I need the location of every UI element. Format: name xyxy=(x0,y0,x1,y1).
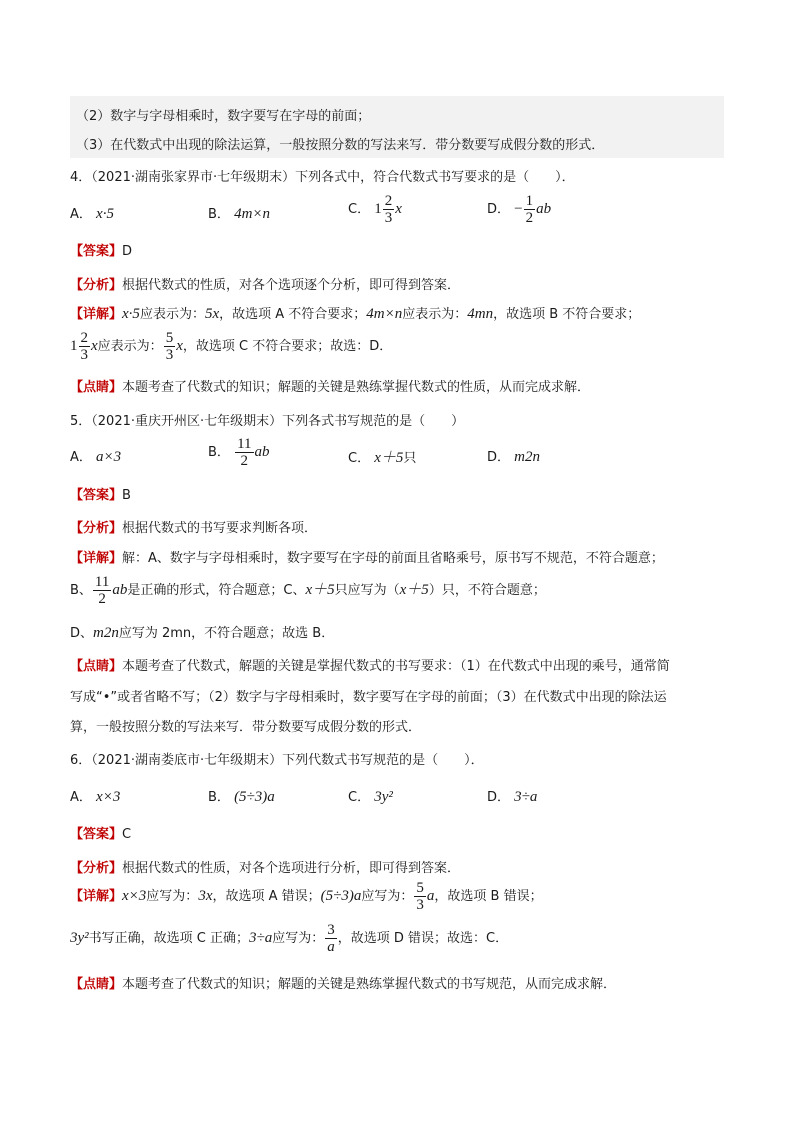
q4-option-c xyxy=(348,193,402,226)
q5-analysis-tag: 【分析】 xyxy=(70,521,123,536)
q5-answer-value: B xyxy=(122,488,131,503)
q5-option-a xyxy=(70,446,121,466)
q6-option-d-letter: D． xyxy=(487,790,511,805)
q4-option-c-var: x xyxy=(395,201,402,217)
q5-detail-text: 只应写为（ xyxy=(334,583,400,598)
q4-option-a-expr: x·5 xyxy=(96,206,114,222)
q5-detail-expr: m2n xyxy=(93,625,119,641)
q6-detail-den: a xyxy=(327,939,335,955)
q6-analysis xyxy=(70,857,460,876)
q4-detail-fraction xyxy=(79,330,91,363)
q4-option-d-num: 1 xyxy=(525,193,534,209)
q5-detail-line-2 xyxy=(70,574,546,607)
q5-option-b-letter: B． xyxy=(208,445,230,460)
q6-option-d xyxy=(487,786,537,806)
q5-option-c-letter: C． xyxy=(348,451,371,466)
q4-option-b-letter: B． xyxy=(208,207,230,222)
q4-detail-den: 3 xyxy=(165,347,174,363)
q5-option-c-expr: x＋5 xyxy=(374,450,404,466)
q5-comment-tag: 【点睛】 xyxy=(70,659,123,674)
q5-detail-expr: x＋5 xyxy=(305,582,335,598)
q4-option-b-expr: 4m×n xyxy=(234,206,271,222)
q5-detail-text: B、 xyxy=(70,583,92,598)
q4-detail-den: 3 xyxy=(80,347,88,363)
q4-option-a xyxy=(70,203,114,223)
q5-detail-text: 应写为 2mn，不符合题意；故选 B． xyxy=(118,626,335,641)
q6-detail-expr: 3÷a xyxy=(249,930,273,946)
q4-detail-text: ，故选项 C 不符合要求；故选：D． xyxy=(182,339,393,354)
q4-detail-expr: 5x xyxy=(204,306,220,322)
q5-detail-line-3 xyxy=(70,622,334,642)
q4-option-c-letter: C． xyxy=(348,202,371,217)
q5-answer xyxy=(70,484,131,503)
q6-answer xyxy=(70,823,131,842)
q5-detail-tag: 【详解】 xyxy=(70,551,123,566)
q4-option-b xyxy=(208,203,270,223)
q6-detail-text: 应写为： xyxy=(146,889,199,904)
q5-comment-line-1 xyxy=(70,655,670,674)
q4-option-d-fraction xyxy=(524,193,536,226)
q6-option-c-letter: C． xyxy=(348,790,371,805)
q5-option-c-suffix: 只 xyxy=(403,451,417,466)
q4-analysis-text: 根据代数式的性质，对各个选项逐个分析，即可得到答案． xyxy=(122,278,461,293)
q4-answer-value: D xyxy=(122,244,133,259)
q4-analysis-tag: 【分析】 xyxy=(70,278,123,293)
q6-detail-text: 应写为： xyxy=(272,931,325,946)
q6-detail-line-2 xyxy=(70,922,508,955)
q4-option-c-num: 2 xyxy=(384,193,393,209)
q5-option-d-letter: D． xyxy=(487,450,511,465)
q4-option-a-letter: A． xyxy=(70,207,92,222)
q6-detail-den: 3 xyxy=(416,897,424,913)
q6-option-c-expr: 3y² xyxy=(374,789,393,805)
q4-detail-text: ，故选项 B 不符合要求； xyxy=(493,307,641,322)
q5-detail-expr: x＋5 xyxy=(399,582,429,598)
q6-stem: 6．（2021·湖南娄底市·七年级期末）下列代数式书写规范的是（ ）． xyxy=(70,753,484,768)
q6-comment-text: 本题考查了代数式的知识；解题的关键是熟练掌握代数式的书写规范，从而完成求解． xyxy=(122,977,617,992)
q6-detail-text: 书写正确，故选项 C 正确； xyxy=(88,931,249,946)
intro-rule-3: （3）在代数式中出现的除法运算，一般按照分数的写法来写．带分数要写成假分数的形式． xyxy=(76,138,605,153)
q5-comment-line-2: 写成“•”或者省略不写；（2）数字与字母相乘时，数字要写在字母的前面；（3）在代数式中出现的除法运 xyxy=(70,690,667,705)
q6-option-a-letter: A． xyxy=(70,790,92,805)
q4-comment xyxy=(70,376,590,395)
q6-detail-expr: 3x xyxy=(198,888,213,904)
q5-option-b-fraction xyxy=(235,436,253,469)
q4-option-d-den: 2 xyxy=(525,210,534,226)
q5-option-a-expr: a×3 xyxy=(96,449,122,465)
q5-analysis xyxy=(70,517,317,536)
q4-detail-text: 应表示为： xyxy=(402,307,468,322)
q6-detail-expr: 3y² xyxy=(70,930,89,946)
q5-option-d xyxy=(487,446,540,466)
q4-detail-expr: 4m×n xyxy=(366,306,403,322)
q5-detail-text: D、 xyxy=(70,626,94,641)
q5-detail-fraction xyxy=(93,574,111,607)
q5-option-b-var: ab xyxy=(254,444,270,460)
q5-detail-text: 解：A、数字与字母相乘时，数字要写在字母的前面且省略乘号，原书写不规范，不符合题意； xyxy=(122,551,664,566)
q6-option-c xyxy=(348,786,393,806)
q6-option-b xyxy=(208,786,275,806)
q5-option-b xyxy=(208,436,270,469)
q6-detail-text: ，故选项 B 错误； xyxy=(434,889,543,904)
q4-option-c-den: 3 xyxy=(384,210,393,226)
q6-option-b-letter: B． xyxy=(208,790,230,805)
q5-detail-text: 是正确的形式，符合题意；C、 xyxy=(127,583,306,598)
q5-comment-text: 本题考查了代数式，解题的关键是掌握代数式的书写要求：（1）在代数式中出现的乘号，通常简 xyxy=(122,659,670,674)
q4-detail-var: x xyxy=(176,338,183,354)
q6-detail-line-1 xyxy=(70,880,543,913)
q5-detail-line-1 xyxy=(70,547,664,566)
q5-detail-num: 11 xyxy=(94,574,110,590)
q5-answer-tag: 【答案】 xyxy=(70,488,123,503)
q5-option-a-letter: A． xyxy=(70,450,92,465)
q6-option-d-expr: 3÷a xyxy=(514,789,538,805)
q5-detail-den: 2 xyxy=(98,591,106,607)
q6-option-b-expr: (5÷3)a xyxy=(234,789,275,805)
q4-answer-tag: 【答案】 xyxy=(70,244,123,259)
q4-option-c-fraction xyxy=(383,193,395,226)
q6-detail-expr: x×3 xyxy=(122,888,147,904)
q6-option-a xyxy=(70,786,120,806)
q5-option-c xyxy=(348,446,416,467)
q4-option-d-letter: D． xyxy=(487,202,511,217)
q6-detail-fraction-2 xyxy=(325,922,337,955)
q6-option-a-expr: x×3 xyxy=(96,789,121,805)
q6-detail-text: ，故选项 D 错误；故选：C． xyxy=(337,931,509,946)
q4-detail-expr: x·5 xyxy=(122,306,140,322)
q4-option-d-sign: − xyxy=(514,201,523,217)
q4-option-d xyxy=(487,193,551,226)
q6-analysis-tag: 【分析】 xyxy=(70,861,123,876)
q4-option-d-var: ab xyxy=(536,201,552,217)
q4-option-c-whole: 1 xyxy=(374,201,382,217)
q5-option-b-num: 11 xyxy=(237,436,252,452)
q6-detail-fraction xyxy=(414,880,426,913)
q4-detail-num: 5 xyxy=(165,330,174,346)
q5-comment-line-3: 算，一般按照分数的写法来写．带分数要写成假分数的形式． xyxy=(70,720,422,735)
q4-detail-text: 应表示为： xyxy=(139,307,205,322)
q4-detail-fraction-2 xyxy=(164,330,176,363)
q4-comment-text: 本题考查了代数式的知识；解题的关键是熟练掌握代数式的性质，从而完成求解． xyxy=(122,380,591,395)
q4-answer xyxy=(70,240,132,259)
q4-detail-whole: 1 xyxy=(70,338,78,354)
q5-stem: 5．（2021·重庆开州区·七年级期末）下列各式书写规范的是（ ） xyxy=(70,414,465,429)
q5-option-b-den: 2 xyxy=(240,453,249,469)
q5-option-d-expr: m2n xyxy=(514,449,540,465)
q6-comment-tag: 【点睛】 xyxy=(70,977,123,992)
q6-comment xyxy=(70,973,616,992)
q4-detail-tag: 【详解】 xyxy=(70,307,123,322)
intro-rule-2: （2）数字与字母相乘时，数字要写在字母的前面； xyxy=(76,109,371,124)
q4-analysis xyxy=(70,274,460,293)
q4-detail-line-1 xyxy=(70,303,640,323)
q4-detail-var: x xyxy=(91,338,98,354)
q5-detail-text: ）只，不符合题意； xyxy=(428,583,546,598)
q6-detail-num: 5 xyxy=(416,880,424,896)
q5-analysis-text: 根据代数式的书写要求判断各项． xyxy=(122,521,318,536)
q5-detail-var: ab xyxy=(112,582,128,598)
q6-detail-num: 3 xyxy=(327,922,335,938)
q4-stem: 4．（2021·湖南张家界市·七年级期末）下列各式中，符合代数式书写要求的是（ ）． xyxy=(70,170,575,185)
q4-detail-expr: 4mn xyxy=(467,306,494,322)
q6-detail-tag: 【详解】 xyxy=(70,889,123,904)
q4-detail-text: ，故选项 A 不符合要求； xyxy=(219,307,367,322)
q6-analysis-text: 根据代数式的性质，对各个选项进行分析，即可得到答案． xyxy=(122,861,461,876)
q6-detail-var: a xyxy=(426,888,435,904)
q4-detail-text: 应表示为： xyxy=(97,339,163,354)
q4-detail-line-2 xyxy=(70,330,392,363)
q6-detail-expr: (5÷3)a xyxy=(320,888,362,904)
q6-detail-text: 应写为： xyxy=(361,889,414,904)
q6-answer-value: C xyxy=(122,827,132,842)
q6-answer-tag: 【答案】 xyxy=(70,827,123,842)
q4-detail-num: 2 xyxy=(80,330,88,346)
q4-comment-tag: 【点睛】 xyxy=(70,380,123,395)
q6-detail-text: ，故选项 A 错误； xyxy=(212,889,321,904)
